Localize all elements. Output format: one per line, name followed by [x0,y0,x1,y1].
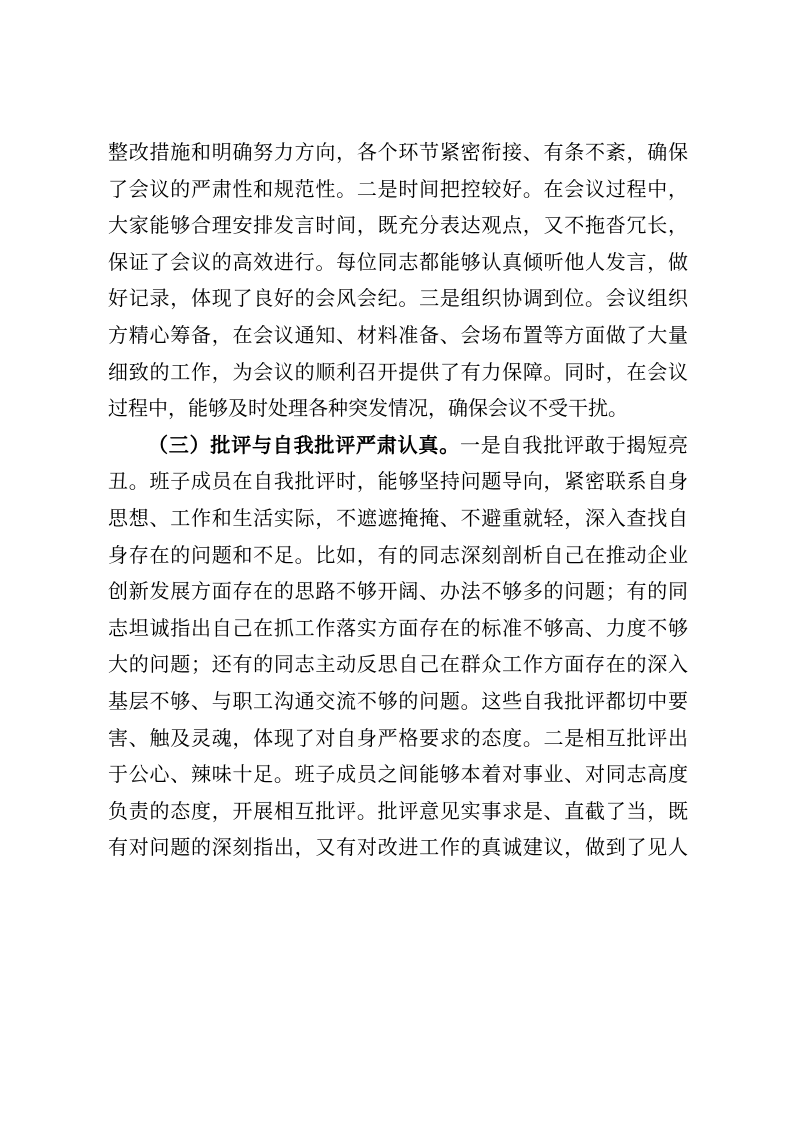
paragraph-line: 方精心筹备，在会议通知、材料准备、会场布置等方面做了大量 [108,322,688,347]
section-heading-line [108,427,688,464]
paragraph-line: 身存在的问题和不足。比如，有的同志深刻剖析自己在推动企业 [108,542,688,567]
paragraph-line: 志坦诚指出自己在抓工作落实方面存在的标准不够高、力度不够 [108,615,688,640]
paragraph-line: 负责的态度，开展相互批评。批评意见实事求是、直截了当，既 [108,798,688,823]
paragraph-line: 丑。班子成员在自我批评时，能够坚持问题导向，紧密联系自身 [108,469,688,494]
paragraph-line: 基层不够、与职工沟通交流不够的问题。这些自我批评都切中要 [108,688,688,713]
paragraph-line: 整改措施和明确努力方向，各个环节紧密衔接、有条不紊，确保 [108,140,688,164]
paragraph-line: 了会议的严肃性和规范性。二是时间把控较好。在会议过程中， [108,176,688,201]
paragraph-line: 大的问题；还有的同志主动反思自己在群众工作方面存在的深入 [108,652,688,677]
section-heading: （三）批评与自我批评严肃认真。 [148,432,460,457]
paragraph-line: 大家能够合理安排发言时间，既充分表达观点，又不拖沓冗长， [108,213,688,238]
paragraph-line: 好记录，体现了良好的会风会纪。三是组织协调到位。会议组织 [108,286,688,311]
paragraph-line: 于公心、辣味十足。班子成员之间能够本着对事业、对同志高度 [108,762,688,787]
body-text [108,134,688,866]
paragraph-line: 有对问题的深刻指出，又有对改进工作的真诚建议，做到了见人 [108,835,688,860]
paragraph-line: 细致的工作，为会议的顺利召开提供了有力保障。同时，在会议 [108,359,688,384]
paragraph-line: 创新发展方面存在的思路不够开阔、办法不够多的问题；有的同 [108,579,688,604]
paragraph-line: 保证了会议的高效进行。每位同志都能够认真倾听他人发言，做 [108,249,688,274]
paragraph-line: 过程中，能够及时处理各种突发情况，确保会议不受干扰。 [108,396,628,421]
section-line-text: 一是自我批评敢于揭短亮 [460,432,689,457]
paragraph-line: 害、触及灵魂，体现了对自身严格要求的态度。二是相互批评出 [108,725,688,750]
paragraph-line: 思想、工作和生活实际，不遮遮掩掩、不避重就轻，深入查找自 [108,505,688,530]
